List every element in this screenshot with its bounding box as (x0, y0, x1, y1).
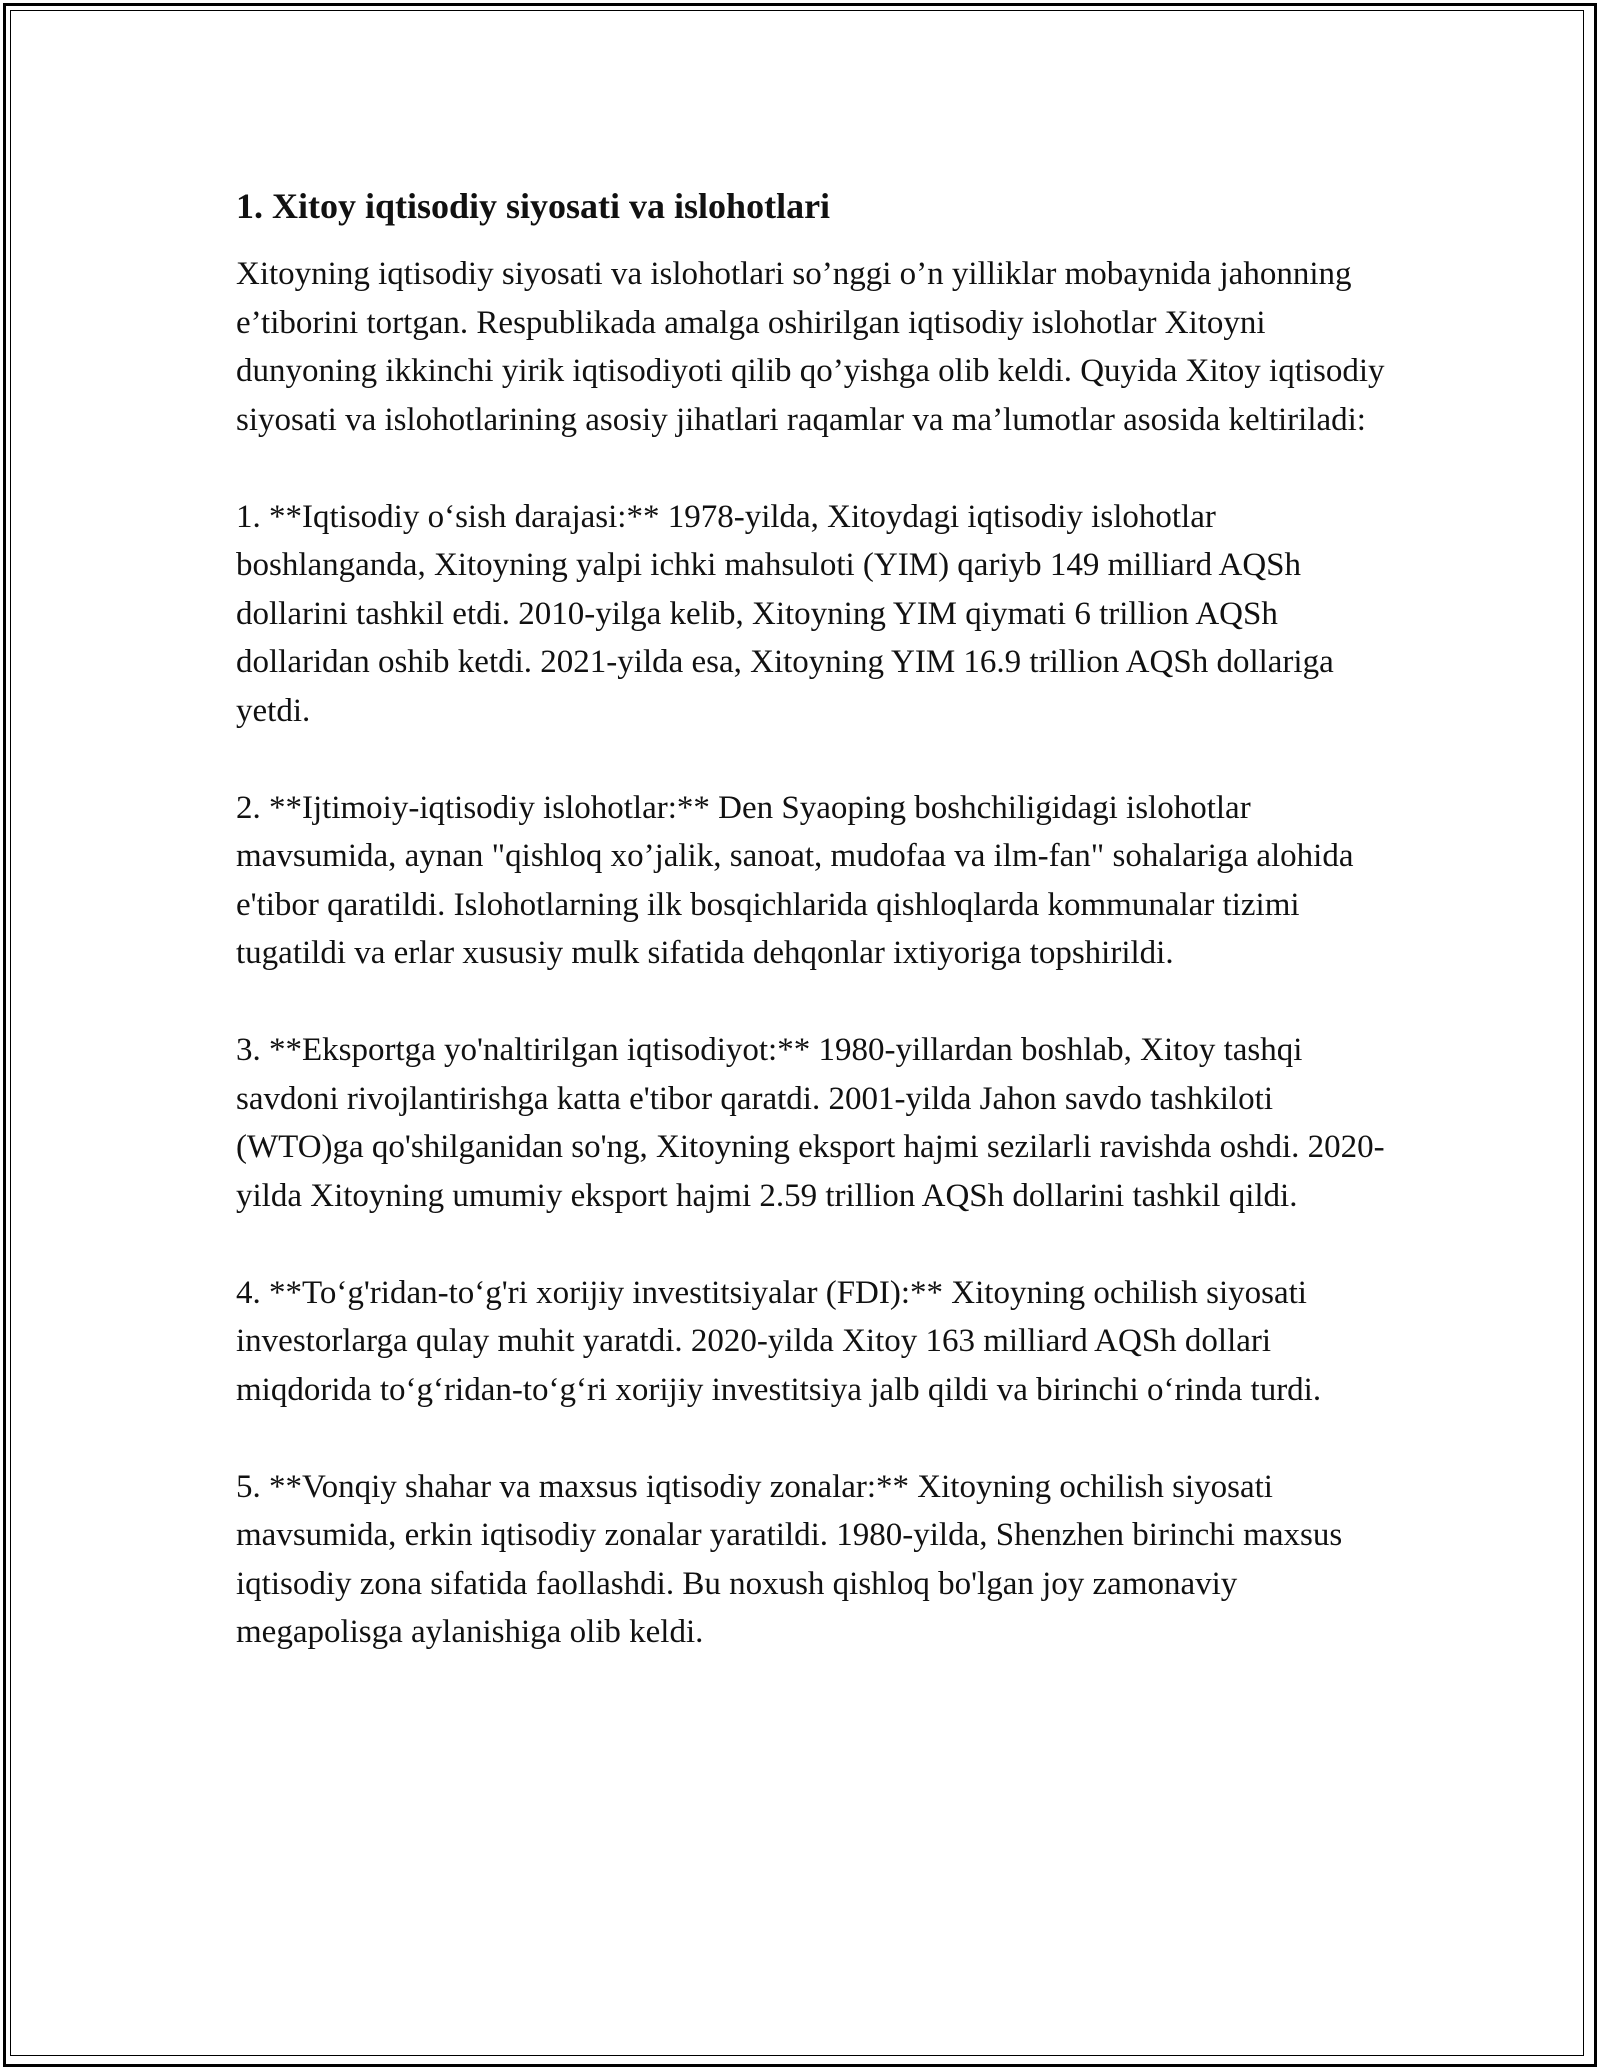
section-socio-economic-reforms: 2. **Ijtimoiy-iqtisodiy islohotlar:** Den Syaoping boshchiligidagi islohotlar mavsumida, aynan "qishloq xo’jalik, sanoat, mudofaa va ilm-fan" sohalariga alohida e'tibor qaratildi. Islohotlarning ilk bosqichlarida qishloqlarda kommunalar tizimi tugatildi va erlar xususiy mulk sifatida dehqonlar ixtiyoriga topshirildi. (236, 789, 1354, 971)
document-title: 1. Xitoy iqtisodiy siyosati va islohotlari (236, 186, 831, 226)
section-economic-growth: 1. **Iqtisodiy o‘sish darajasi:** 1978-yilda, Xitoydagi iqtisodiy islohotlar boshlanganda, Xitoyning yalpi ichki mahsuloti (YIM) qariyb 149 milliard AQSh dollarini tashkil etdi. 2010-yilga kelib, Xitoyning YIM qiymati 6 trillion AQSh dollaridan oshib ketdi. 2021-yilda esa, Xitoyning YIM 16.9 trillion AQSh dollariga yetdi. (236, 498, 1334, 729)
intro-paragraph: Xitoyning iqtisodiy siyosati va islohotlari so’nggi o’n yilliklar mobaynida jahonning e’tiborini tortgan. Respublikada amalga oshirilgan iqtisodiy islohotlar Xitoyni dunyoning ikkinchi yirik iqtisodiyoti qilib qo’yishga olib keldi. Quyida Xitoy iqtisodiy siyosati va islohotlarining asosiy jihatlari raqamlar va ma’lumotlar asosida keltiriladi: (236, 256, 1385, 438)
section-economic-zones: 5. **Vonqiy shahar va maxsus iqtisodiy zonalar:** Xitoyning ochilish siyosati mavsumida, erkin iqtisodiy zonalar yaratildi. 1980-yilda, Shenzhen birinchi maxsus iqtisodiy zona sifatida faollashdi. Bu noxush qishloq bo'lgan joy zamonaviy megapolisga aylanishiga olib keldi. (236, 1468, 1343, 1650)
section-export-economy: 3. **Eksportga yo'naltirilgan iqtisodiyot:** 1980-yillardan boshlab, Xitoy tashqi savdoni rivojlantirishga katta e'tibor qaratdi. 2001-yilda Jahon savdo tashkiloti (WTO)ga qo'shilganidan so'ng, Xitoyning eksport hajmi sezilarli ravishda oshdi. 2020-yilda Xitoyning umumiy eksport hajmi 2.59 trillion AQSh dollarini tashkil qildi. (236, 1032, 1385, 1214)
section-foreign-investment: 4. **To‘g'ridan-to‘g'ri xorijiy investitsiyalar (FDI):** Xitoyning ochilish siyosati investorlarga qulay muhit yaratdi. 2020-yilda Xitoy 163 milliard AQSh dollari miqdorida to‘g‘ridan-to‘g‘ri xorijiy investitsiya jalb qildi va birinchi o‘rinda turdi. (236, 1274, 1322, 1408)
document-body (236, 182, 1386, 1705)
